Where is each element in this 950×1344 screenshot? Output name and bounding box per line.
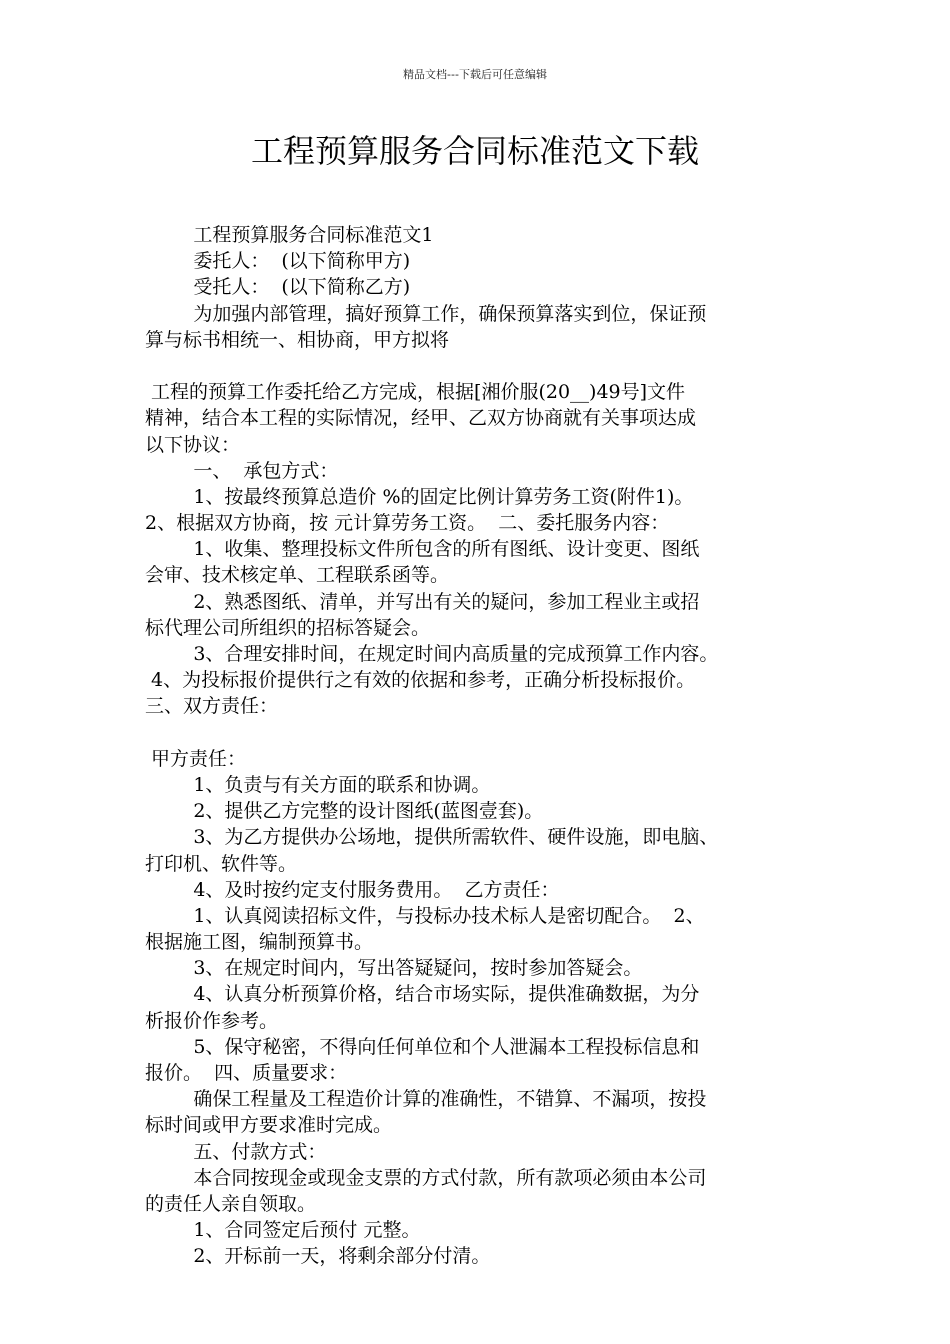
paragraph-line: 确保工程量及工程造价计算的准确性，不错算、不漏项，按投: [145, 1088, 707, 1111]
paragraph-line: 1、合同签定后预付 元整。: [145, 1219, 421, 1242]
paragraph-line: 1、负责与有关方面的联系和协调。: [145, 773, 491, 796]
paragraph-line: 本合同按现金或现金支票的方式付款，所有款项必须由本公司: [145, 1166, 707, 1189]
paragraph-line: 4、为投标报价提供行之有效的依据和参考，正确分析投标报价。: [145, 669, 696, 692]
blank-line: [145, 720, 815, 746]
paragraph-line: 算与标书相统一、相协商，甲方拟将: [145, 328, 450, 351]
paragraph-line: 5、保守秘密，不得向任何单位和个人泄漏本工程投标信息和: [145, 1035, 700, 1058]
paragraph-line: 五、付款方式：: [145, 1140, 327, 1163]
paragraph-line: 受托人： (以下简称乙方): [145, 276, 411, 299]
blank-line: [145, 353, 815, 379]
paragraph-line: 精神，结合本工程的实际情况，经甲、乙双方协商就有关事项达成: [145, 407, 697, 430]
paragraph-line: 2、提供乙方完整的设计图纸(蓝图壹套)。: [145, 800, 544, 823]
paragraph-line: 标代理公司所组织的招标答疑会。: [145, 616, 431, 639]
paragraph-line: 2、熟悉图纸、清单，并写出有关的疑问，参加工程业主或招: [145, 590, 700, 613]
paragraph-line: 4、及时按约定支付服务费用。 乙方责任：: [145, 878, 560, 901]
paragraph-line: 3、合理安排时间，在规定时间内高质量的完成预算工作内容。: [145, 643, 719, 665]
paragraph-line: 4、认真分析预算价格，结合市场实际，提供准确数据，为分: [145, 983, 700, 1006]
paragraph-line: 甲方责任：: [145, 747, 247, 770]
paragraph-line: 1、按最终预算总造价 %的固定比例计算劳务工资(附件1)。: [145, 485, 694, 508]
paragraph-line: 析报价作参考。: [145, 1009, 279, 1032]
page-title: 工程预算服务合同标准范文下载: [250, 132, 699, 170]
paragraph-line: 工程预算服务合同标准范文1: [145, 224, 434, 246]
paragraph-line: 为加强内部管理，搞好预算工作，确保预算落实到位，保证预: [145, 302, 707, 325]
paragraph-line: 三、双方责任：: [145, 695, 279, 718]
paragraph-line: 1、收集、整理投标文件所包含的所有图纸、设计变更、图纸: [145, 538, 700, 561]
paragraph-line: 委托人： (以下简称甲方): [145, 250, 411, 273]
document-body: [145, 222, 815, 1270]
paragraph-line: 打印机、软件等。: [145, 852, 298, 875]
paragraph-line: 1、认真阅读招标文件，与投标办技术标人是密切配合。 2、: [145, 904, 705, 927]
paragraph-line: 3、为乙方提供办公场地，提供所需软件、硬件设施，即电脑、: [145, 826, 719, 849]
paragraph-line: 3、在规定时间内，写出答疑疑问，按时参加答疑会。: [145, 957, 643, 980]
paragraph-line: 工程的预算工作委托给乙方完成，根据[湘价服(20__)49号]文件: [145, 381, 686, 404]
paragraph-line: 2、开标前一天，将剩余部分付清。: [145, 1245, 491, 1268]
paragraph-line: 一、 承包方式：: [145, 459, 339, 482]
paragraph-line: 以下协议：: [145, 433, 241, 456]
paragraph-line: 报价。 四、质量要求：: [145, 1062, 348, 1084]
paragraph-line: 2、根据双方协商，按 元计算劳务工资。 二、委托服务内容：: [145, 512, 670, 535]
paragraph-line: 根据施工图，编制预算书。: [145, 931, 374, 954]
paragraph-line: 的责任人亲自领取。: [145, 1192, 317, 1215]
paragraph-line: 标时间或甲方要求准时完成。: [145, 1114, 393, 1137]
paragraph-line: 会审、技术核定单、工程联系函等。: [145, 564, 450, 587]
header-note: 精品文档---下载后可任意编辑: [403, 68, 547, 81]
